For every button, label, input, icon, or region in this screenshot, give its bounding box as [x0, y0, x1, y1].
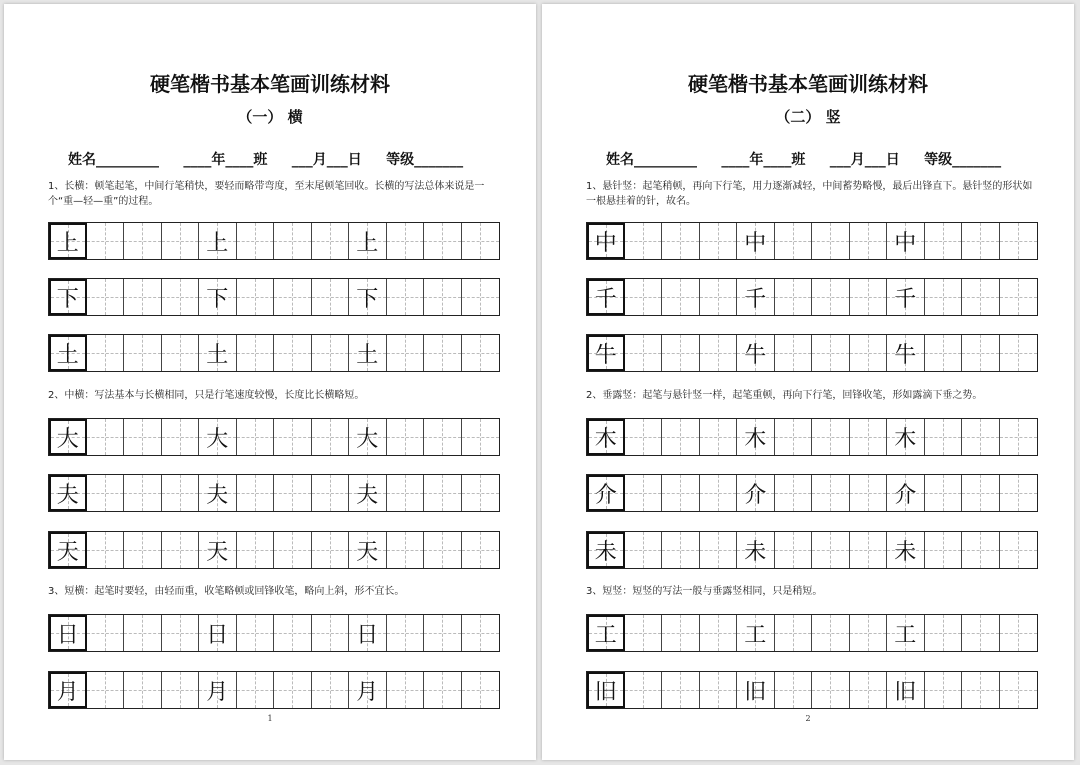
model-character: 木: [894, 426, 917, 452]
practice-cell[interactable]: [775, 223, 813, 259]
practice-cell[interactable]: [962, 475, 1000, 511]
practice-cell[interactable]: [312, 279, 350, 315]
model-character-cell: [887, 475, 925, 511]
model-character: 千: [894, 286, 917, 312]
model-character-cell: [49, 279, 87, 315]
practice-grid-row: [586, 222, 1038, 260]
practice-cell[interactable]: [274, 223, 312, 259]
practice-cell[interactable]: [312, 335, 350, 371]
model-character-cell: [349, 672, 387, 708]
practice-cell[interactable]: [925, 419, 963, 455]
practice-grid-row: [586, 418, 1038, 456]
section-description: 3、短横：起笔时要轻，由轻而重，收笔略顿或回锋收笔，略向上斜，形不宜长。: [48, 586, 405, 597]
practice-cell[interactable]: [925, 335, 963, 371]
page-number: 1: [267, 714, 273, 723]
model-character: 土: [356, 342, 379, 368]
practice-cell[interactable]: [625, 223, 663, 259]
practice-cell[interactable]: [237, 279, 275, 315]
model-character-cell: [587, 335, 625, 371]
practice-cell[interactable]: [424, 223, 462, 259]
practice-cell[interactable]: [850, 335, 888, 371]
model-character-cell: [49, 475, 87, 511]
practice-grid-row: [48, 334, 500, 372]
practice-cell[interactable]: [925, 279, 963, 315]
practice-cell[interactable]: [812, 475, 850, 511]
practice-cell[interactable]: [387, 223, 425, 259]
practice-cell[interactable]: [162, 279, 200, 315]
model-character: 上: [206, 230, 229, 256]
model-character-cell: [737, 335, 775, 371]
practice-cell[interactable]: [625, 672, 663, 708]
model-character: 中: [594, 230, 617, 256]
model-character-cell: [887, 672, 925, 708]
page-title: 硬笔楷书基本笔画训练材料: [150, 72, 390, 96]
model-character-cell: [737, 615, 775, 651]
practice-cell[interactable]: [1000, 532, 1038, 568]
model-character-cell: [49, 419, 87, 455]
model-character-cell: [587, 419, 625, 455]
practice-cell[interactable]: [775, 475, 813, 511]
practice-cell[interactable]: [162, 223, 200, 259]
practice-cell[interactable]: [312, 672, 350, 708]
section-description: 2、垂露竖：起笔与悬针竖一样，起笔重顿，再向下行笔，回锋收笔，形如露滴下垂之势。: [586, 390, 983, 401]
model-character: 介: [894, 482, 917, 508]
practice-cell[interactable]: [812, 223, 850, 259]
model-character: 介: [594, 482, 617, 508]
practice-cell[interactable]: [237, 475, 275, 511]
practice-cell[interactable]: [662, 419, 700, 455]
model-character-cell: [737, 279, 775, 315]
page-title: 硬笔楷书基本笔画训练材料: [688, 72, 928, 96]
model-character-cell: [737, 532, 775, 568]
worksheet-page-1: [4, 4, 536, 760]
practice-cell[interactable]: [462, 279, 500, 315]
model-character-cell: [349, 335, 387, 371]
model-character: 木: [594, 426, 617, 452]
model-character: 大: [206, 426, 229, 452]
practice-cell[interactable]: [237, 672, 275, 708]
model-character: 牛: [594, 342, 617, 368]
practice-cell[interactable]: [387, 672, 425, 708]
model-character: 介: [744, 482, 767, 508]
practice-cell[interactable]: [850, 532, 888, 568]
practice-grid-row: [48, 278, 500, 316]
practice-grid-row: [586, 671, 1038, 709]
model-character: 中: [894, 230, 917, 256]
practice-grid-row: [586, 334, 1038, 372]
practice-cell[interactable]: [312, 223, 350, 259]
practice-cell[interactable]: [462, 419, 500, 455]
practice-cell[interactable]: [625, 532, 663, 568]
model-character-cell: [349, 419, 387, 455]
model-character-cell: [349, 532, 387, 568]
practice-cell[interactable]: [700, 419, 738, 455]
practice-cell[interactable]: [124, 223, 162, 259]
model-character: 日: [56, 622, 79, 648]
practice-cell[interactable]: [274, 475, 312, 511]
model-character: 下: [56, 286, 79, 312]
practice-cell[interactable]: [925, 672, 963, 708]
practice-cell[interactable]: [162, 419, 200, 455]
practice-cell[interactable]: [625, 279, 663, 315]
model-character-cell: [887, 223, 925, 259]
practice-cell[interactable]: [625, 615, 663, 651]
practice-cell[interactable]: [462, 475, 500, 511]
practice-cell[interactable]: [387, 335, 425, 371]
model-character-cell: [349, 223, 387, 259]
practice-cell[interactable]: [387, 475, 425, 511]
model-character-cell: [49, 532, 87, 568]
model-character: 上: [56, 230, 79, 256]
model-character-cell: [887, 615, 925, 651]
practice-grid-row: [48, 418, 500, 456]
practice-cell[interactable]: [462, 223, 500, 259]
practice-cell[interactable]: [162, 532, 200, 568]
model-character: 夫: [56, 482, 79, 508]
practice-cell[interactable]: [775, 672, 813, 708]
practice-cell[interactable]: [124, 532, 162, 568]
practice-cell[interactable]: [962, 532, 1000, 568]
model-character: 旧: [894, 679, 917, 705]
practice-cell[interactable]: [124, 419, 162, 455]
practice-cell[interactable]: [124, 475, 162, 511]
model-character-cell: [587, 532, 625, 568]
practice-cell[interactable]: [812, 532, 850, 568]
model-character-cell: [737, 672, 775, 708]
practice-cell[interactable]: [700, 335, 738, 371]
practice-cell[interactable]: [1000, 335, 1038, 371]
model-character: 月: [206, 679, 229, 705]
practice-cell[interactable]: [850, 475, 888, 511]
practice-cell[interactable]: [312, 419, 350, 455]
worksheet-page-2: [542, 4, 1074, 760]
model-character: 大: [356, 426, 379, 452]
practice-cell[interactable]: [662, 223, 700, 259]
section-description: 1、长横：顿笔起笔，中间行笔稍快，要轻而略带弯度，至末尾顿笔回收。长横的写法总体来说是一个“重—轻—重”的过程。: [48, 181, 485, 207]
model-character: 中: [744, 230, 767, 256]
practice-cell[interactable]: [662, 672, 700, 708]
practice-cell[interactable]: [162, 672, 200, 708]
practice-cell[interactable]: [274, 335, 312, 371]
page-subtitle: （二） 竖: [775, 108, 841, 126]
practice-cell[interactable]: [87, 615, 125, 651]
model-character: 土: [56, 342, 79, 368]
model-character-cell: [587, 615, 625, 651]
practice-cell[interactable]: [925, 223, 963, 259]
model-character-cell: [887, 419, 925, 455]
practice-cell[interactable]: [312, 475, 350, 511]
practice-cell[interactable]: [1000, 223, 1038, 259]
model-character-cell: [587, 475, 625, 511]
practice-cell[interactable]: [662, 475, 700, 511]
model-character-cell: [199, 419, 237, 455]
practice-cell[interactable]: [850, 615, 888, 651]
model-character-cell: [199, 615, 237, 651]
practice-cell[interactable]: [700, 532, 738, 568]
model-character: 未: [594, 539, 617, 565]
practice-cell[interactable]: [962, 672, 1000, 708]
practice-cell[interactable]: [925, 475, 963, 511]
practice-cell[interactable]: [462, 532, 500, 568]
model-character: 土: [206, 342, 229, 368]
practice-cell[interactable]: [87, 279, 125, 315]
model-character: 工: [594, 622, 617, 648]
practice-cell[interactable]: [850, 672, 888, 708]
practice-cell[interactable]: [625, 335, 663, 371]
model-character: 夫: [206, 482, 229, 508]
model-character: 牛: [744, 342, 767, 368]
practice-cell[interactable]: [387, 615, 425, 651]
model-character: 日: [356, 622, 379, 648]
student-info-line: 姓名_________ ____年____班 ___月___日 等级_______: [68, 152, 464, 168]
page-number: 2: [805, 714, 811, 723]
practice-cell[interactable]: [775, 615, 813, 651]
model-character-cell: [49, 335, 87, 371]
model-character-cell: [887, 335, 925, 371]
practice-cell[interactable]: [662, 279, 700, 315]
practice-cell[interactable]: [850, 279, 888, 315]
practice-cell[interactable]: [925, 532, 963, 568]
model-character: 工: [744, 622, 767, 648]
student-info-line: 姓名_________ ____年____班 ___月___日 等级_______: [606, 152, 1002, 168]
practice-cell[interactable]: [312, 615, 350, 651]
practice-cell[interactable]: [625, 419, 663, 455]
practice-cell[interactable]: [812, 615, 850, 651]
practice-cell[interactable]: [462, 335, 500, 371]
model-character: 大: [56, 426, 79, 452]
practice-cell[interactable]: [1000, 475, 1038, 511]
practice-cell[interactable]: [812, 672, 850, 708]
section-description: 3、短竖：短竖的写法一般与垂露竖相同，只是稍短。: [586, 586, 823, 597]
model-character: 下: [206, 286, 229, 312]
practice-cell[interactable]: [700, 279, 738, 315]
practice-cell[interactable]: [312, 532, 350, 568]
practice-cell[interactable]: [124, 279, 162, 315]
practice-cell[interactable]: [424, 335, 462, 371]
model-character-cell: [199, 532, 237, 568]
practice-grid-row: [48, 531, 500, 569]
model-character-cell: [199, 475, 237, 511]
practice-cell[interactable]: [237, 532, 275, 568]
practice-cell[interactable]: [1000, 279, 1038, 315]
model-character-cell: [887, 532, 925, 568]
model-character: 旧: [744, 679, 767, 705]
model-character-cell: [737, 419, 775, 455]
model-character: 日: [206, 622, 229, 648]
practice-cell[interactable]: [162, 615, 200, 651]
practice-grid-row: [586, 278, 1038, 316]
practice-cell[interactable]: [962, 419, 1000, 455]
model-character-cell: [49, 672, 87, 708]
practice-cell[interactable]: [274, 532, 312, 568]
practice-cell[interactable]: [237, 223, 275, 259]
practice-cell[interactable]: [662, 615, 700, 651]
model-character: 千: [594, 286, 617, 312]
practice-cell[interactable]: [237, 335, 275, 371]
practice-cell[interactable]: [462, 615, 500, 651]
model-character: 木: [744, 426, 767, 452]
practice-cell[interactable]: [124, 672, 162, 708]
practice-cell[interactable]: [625, 475, 663, 511]
model-character: 天: [206, 539, 229, 565]
practice-cell[interactable]: [87, 532, 125, 568]
practice-cell[interactable]: [424, 532, 462, 568]
practice-grid-row: [48, 671, 500, 709]
practice-cell[interactable]: [237, 615, 275, 651]
model-character-cell: [199, 279, 237, 315]
practice-grid-row: [48, 614, 500, 652]
model-character: 旧: [594, 679, 617, 705]
model-character: 上: [356, 230, 379, 256]
practice-cell[interactable]: [812, 279, 850, 315]
model-character: 工: [894, 622, 917, 648]
model-character: 天: [356, 539, 379, 565]
practice-cell[interactable]: [162, 335, 200, 371]
practice-cell[interactable]: [387, 419, 425, 455]
practice-cell[interactable]: [700, 615, 738, 651]
model-character-cell: [49, 223, 87, 259]
model-character: 未: [894, 539, 917, 565]
model-character-cell: [349, 279, 387, 315]
practice-cell[interactable]: [87, 419, 125, 455]
model-character-cell: [49, 615, 87, 651]
practice-cell[interactable]: [662, 532, 700, 568]
model-character-cell: [349, 615, 387, 651]
model-character: 月: [56, 679, 79, 705]
practice-cell[interactable]: [962, 335, 1000, 371]
practice-cell[interactable]: [424, 672, 462, 708]
practice-cell[interactable]: [962, 615, 1000, 651]
practice-cell[interactable]: [87, 672, 125, 708]
practice-cell[interactable]: [700, 223, 738, 259]
model-character-cell: [349, 475, 387, 511]
practice-cell[interactable]: [700, 672, 738, 708]
practice-cell[interactable]: [775, 532, 813, 568]
model-character-cell: [199, 335, 237, 371]
practice-cell[interactable]: [962, 279, 1000, 315]
practice-cell[interactable]: [274, 615, 312, 651]
practice-cell[interactable]: [1000, 672, 1038, 708]
model-character: 下: [356, 286, 379, 312]
model-character: 千: [744, 286, 767, 312]
practice-cell[interactable]: [775, 279, 813, 315]
practice-cell[interactable]: [387, 532, 425, 568]
model-character-cell: [587, 672, 625, 708]
practice-cell[interactable]: [424, 279, 462, 315]
practice-grid-row: [586, 614, 1038, 652]
practice-cell[interactable]: [700, 475, 738, 511]
section-description: 1、悬针竖：起笔稍顿，再向下行笔，用力逐渐减轻，中间蓄势略慢，最后出锋直下。悬针竖的形状如一根悬挂着的针，故名。: [586, 181, 1033, 207]
practice-cell[interactable]: [87, 475, 125, 511]
practice-cell[interactable]: [87, 335, 125, 371]
model-character-cell: [737, 475, 775, 511]
practice-cell[interactable]: [1000, 615, 1038, 651]
model-character: 天: [56, 539, 79, 565]
model-character-cell: [587, 223, 625, 259]
model-character: 未: [744, 539, 767, 565]
practice-cell[interactable]: [850, 419, 888, 455]
practice-cell[interactable]: [662, 335, 700, 371]
practice-cell[interactable]: [162, 475, 200, 511]
practice-grid-row: [586, 474, 1038, 512]
practice-cell[interactable]: [387, 279, 425, 315]
practice-cell[interactable]: [274, 279, 312, 315]
model-character-cell: [199, 223, 237, 259]
model-character-cell: [199, 672, 237, 708]
model-character: 月: [356, 679, 379, 705]
practice-cell[interactable]: [124, 615, 162, 651]
practice-grid-row: [48, 474, 500, 512]
model-character-cell: [887, 279, 925, 315]
practice-cell[interactable]: [775, 335, 813, 371]
model-character: 牛: [894, 342, 917, 368]
practice-cell[interactable]: [462, 672, 500, 708]
practice-cell[interactable]: [850, 223, 888, 259]
practice-cell[interactable]: [1000, 419, 1038, 455]
practice-cell[interactable]: [424, 615, 462, 651]
section-description: 2、中横：写法基本与长横相同，只是行笔速度较慢，长度比长横略短。: [48, 390, 365, 401]
practice-cell[interactable]: [812, 419, 850, 455]
practice-cell[interactable]: [775, 419, 813, 455]
model-character-cell: [737, 223, 775, 259]
practice-cell[interactable]: [424, 419, 462, 455]
practice-grid-row: [48, 222, 500, 260]
practice-cell[interactable]: [124, 335, 162, 371]
practice-cell[interactable]: [274, 672, 312, 708]
practice-cell[interactable]: [87, 223, 125, 259]
practice-cell[interactable]: [274, 419, 312, 455]
practice-cell[interactable]: [962, 223, 1000, 259]
practice-cell[interactable]: [237, 419, 275, 455]
practice-cell[interactable]: [812, 335, 850, 371]
practice-cell[interactable]: [925, 615, 963, 651]
model-character-cell: [587, 279, 625, 315]
page-subtitle: （一） 横: [237, 108, 303, 126]
practice-grid-row: [586, 531, 1038, 569]
practice-cell[interactable]: [424, 475, 462, 511]
model-character: 夫: [356, 482, 379, 508]
